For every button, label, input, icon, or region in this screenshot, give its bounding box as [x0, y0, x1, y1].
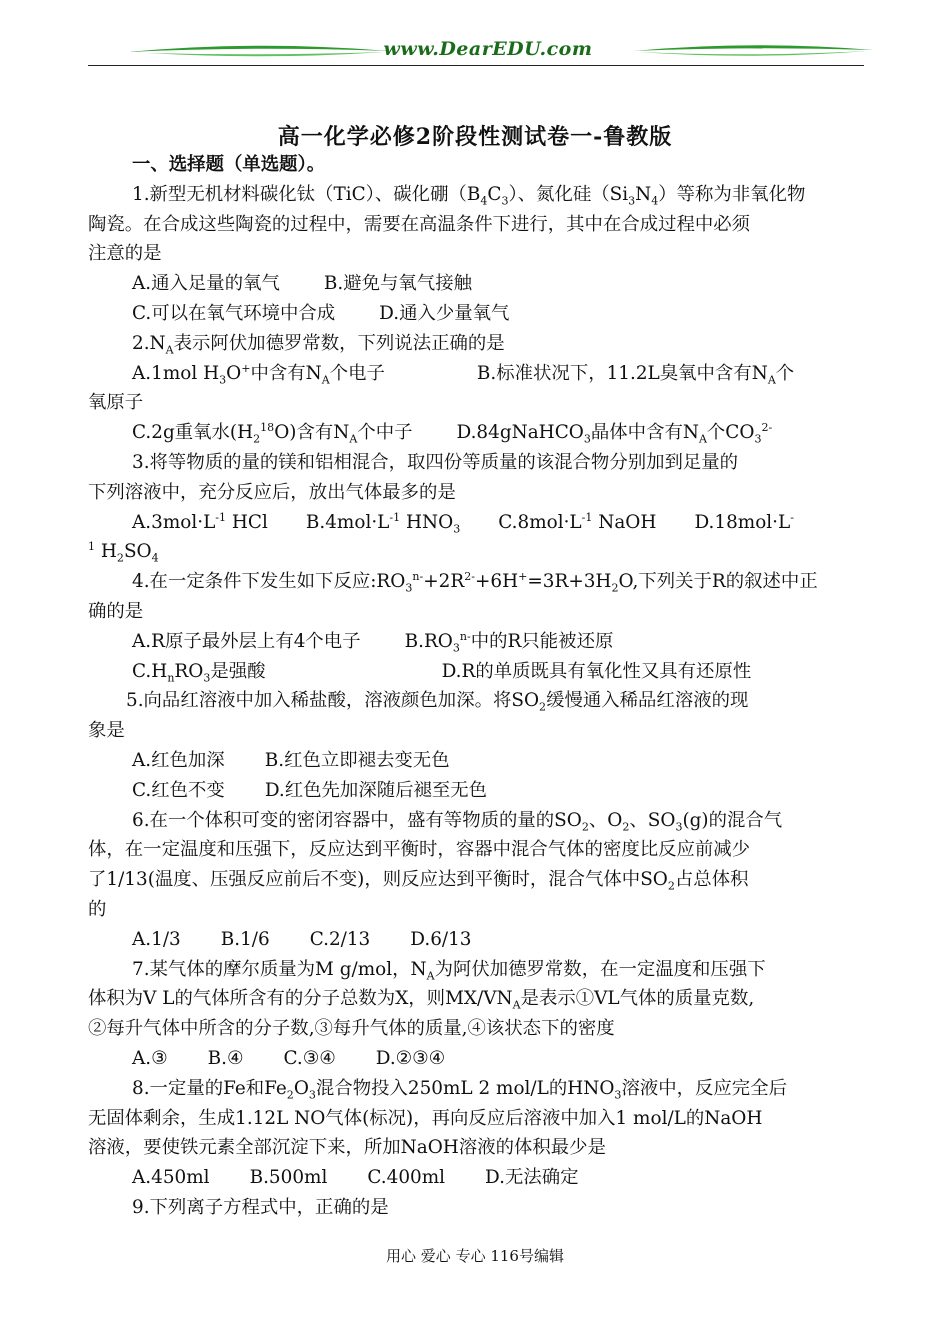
q1-options-cd: C.可以在氧气环境中合成 D.通入少量氧气 [132, 302, 510, 324]
q7-stem-2: 体积为V L的气体所含有的分子总数为X，则$MX/VN_A$是表示①VL气体的质量克数, [88, 988, 755, 1012]
q9-stem: 9.下列离子方程式中，正确的是 [132, 1196, 389, 1218]
q4-stem: 4.在一定条件下发生如下反应$:RO_3^{n-}+2R^{2-}+6H^+=3R+3H_2O$,下列关于R的叙述中正 [132, 570, 818, 595]
q6-stem-4: 的 [88, 898, 107, 920]
q3-options: $A.3mol\cdot L^{-1}$ HCl $B.4mol\cdot L^{-1}$ $HNO_3$ $C.8mol\cdot L^{-1}$ NaOH D.18mol·L- [132, 510, 794, 536]
q4-stem-2: 确的是 [88, 600, 144, 622]
q2-options-ab: A.1mol $H_3O^+$中含有$N_A$个电子 B.标准状况下，11.2L臭氧中含有$N_A$个 [132, 361, 795, 387]
q3-options-wrap: $^1$ $H_2SO_4$ [88, 540, 159, 566]
q2-options-wrap: 氧原子 [88, 392, 144, 414]
q1-stem: 1.新型无机材料碳化钛（TiC）、碳化硼$(B_4C_3)$、氮化硅$(Si_3N_4)$等称为非氧化物 [132, 183, 806, 208]
q2-options-cd: C.2g重氧水$(H_2^{18}O)$含有$N_A$个中子 D.84gNaHCO$_3$晶体中含有$N_A$个$CO_3^{2-}$ [132, 421, 773, 446]
q1-stem-3: 注意的是 [88, 243, 162, 265]
q6-stem: 6.在一个体积可变的密闭容器中，盛有等物质的量的$SO_2$、$O_2$、$SO_3(g)$的混合气 [132, 809, 783, 834]
q8-stem: 8.一定量的Fe和$Fe_2O_3$混合物投入250mL 2 mol/L的$HNO_3$溶液中，反应完全后 [132, 1077, 787, 1102]
page-title: 高一化学必修2阶段性测试卷一-鲁教版 [277, 124, 673, 150]
q1-stem-2: 陶瓷。在合成这些陶瓷的过程中，需要在高温条件下进行，其中在合成过程中必须 [88, 213, 751, 235]
q2-stem: $2.N_A$表示阿伏加德罗常数，下列说法正确的是 [132, 332, 505, 357]
q5-stem-2: 象是 [88, 720, 125, 742]
q6-options: A.1/3 B.1/6 C.2/13 D.6/13 [132, 928, 472, 950]
q5-options-ab: A.红色加深 B.红色立即褪去变无色 [132, 749, 450, 771]
right-swoosh-icon [633, 42, 873, 60]
page-footer: 用心 爱心 专心 116号编辑 [386, 1247, 564, 1265]
q3-stem-2: 下列溶液中，充分反应后，放出气体最多的是 [88, 481, 456, 503]
q7-stem: 7.某气体的摩尔质量为M g/mol，$N_A$为阿伏加德罗常数，在一定温度和压强下 [132, 958, 766, 983]
exam-content [88, 150, 868, 1223]
q7-stem-3: ②每升气体中所含的分子数,③每升气体的质量,④该状态下的密度 [88, 1018, 615, 1040]
page-header [88, 34, 864, 70]
q4-options-cd: $C.H_nRO_3$是强酸 D.R的单质既具有氧化性又具有还原性 [132, 660, 752, 685]
section-heading: 一、选择题（单选题）。 [132, 154, 326, 175]
header-rule [88, 65, 864, 66]
q4-options-ab: A.R原子最外层上有4个电子 $B.RO_3^{n-}$中的R只能被还原 [132, 629, 614, 655]
q6-stem-2: 体，在一定温度和压强下，反应达到平衡时，容器中混合气体的密度比反应前减少 [88, 839, 751, 861]
q8-stem-3: 溶液，要使铁元素全部沉淀下来，所加NaOH溶液的体积最少是 [88, 1137, 606, 1159]
q3-stem: 3.将等物质的量的镁和铝相混合，取四份等质量的该混合物分别加到足量的 [132, 451, 739, 473]
q5-options-cd: C.红色不变 D.红色先加深随后褪至无色 [132, 779, 488, 801]
q7-options: A.③ B.④ C.③④ D.②③④ [132, 1047, 446, 1069]
q8-options: A.450ml B.500ml C.400ml D.无法确定 [132, 1167, 579, 1189]
site-url: www.DearEDU.com [383, 38, 593, 60]
q1-options-ab: A.通入足量的氧气 B.避免与氧气接触 [132, 273, 472, 295]
q6-stem-3: 了1/13(温度、压强反应前后不变)，则反应达到平衡时，混合气体中$SO_2$占总体积 [88, 869, 749, 893]
q5-stem: 5.向品红溶液中加入稀盐酸，溶液颜色加深。将$SO_2$缓慢通入稀品红溶液的现 [126, 690, 749, 715]
q8-stem-2: 无固体剩余，生成1.12L NO气体(标况)，再向反应后溶液中加入1 mol/L的NaOH [88, 1107, 763, 1129]
